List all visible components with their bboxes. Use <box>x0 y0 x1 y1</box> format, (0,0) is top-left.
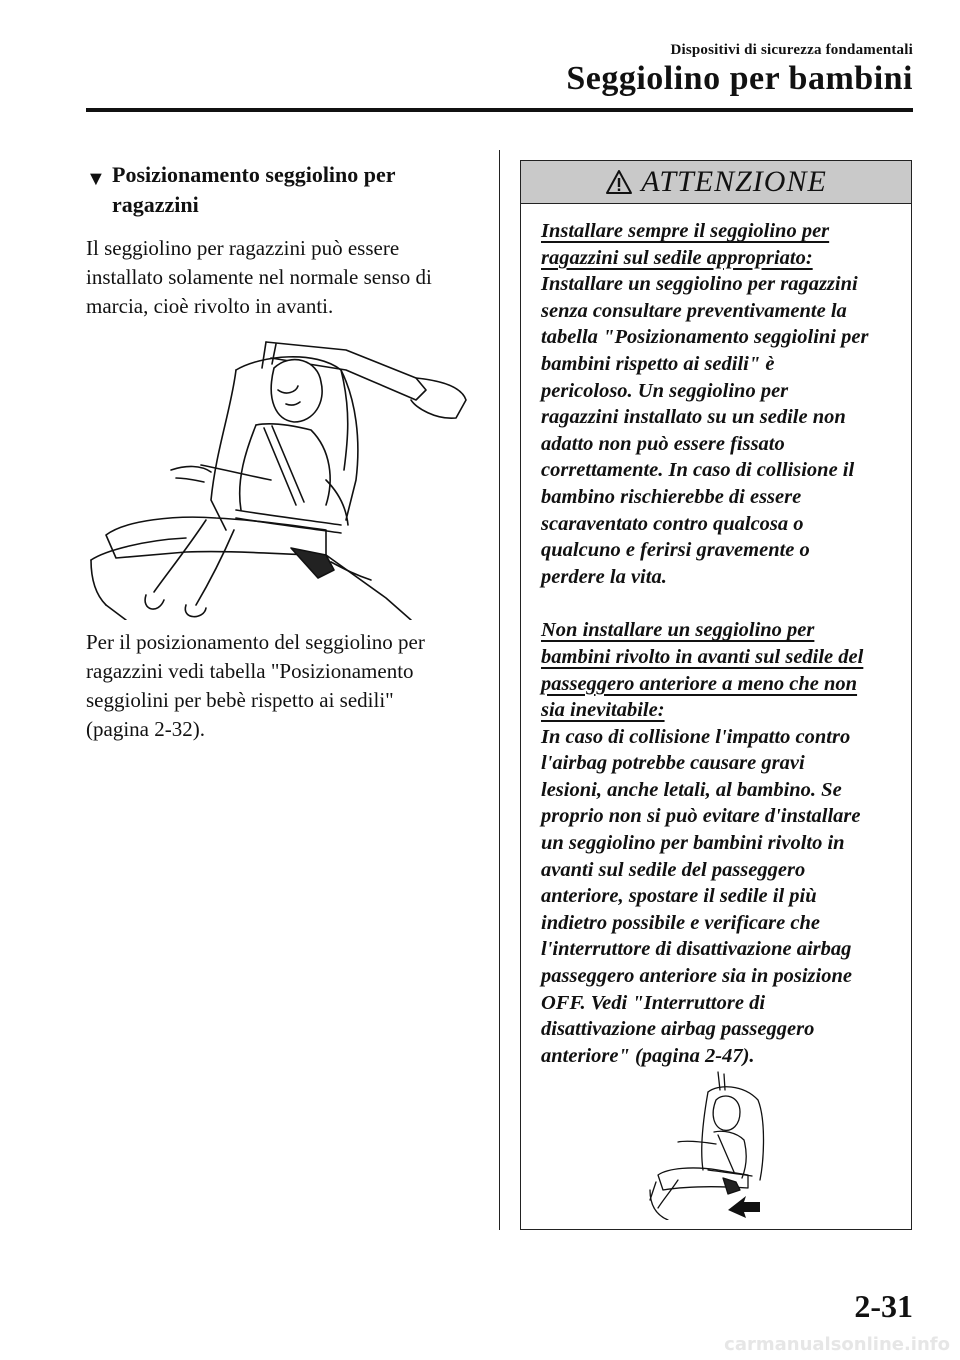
warning-text-2 <box>541 724 899 1070</box>
warning-text-line: l'interruttore di disattivazione airbag <box>541 938 852 961</box>
warning-text-line: OFF. Vedi "Interruttore di <box>541 991 766 1014</box>
paragraph-gap <box>541 590 899 617</box>
section-heading-line: Posizionamento seggiolino per <box>112 162 396 187</box>
warning-text-line: senza consultare preventivamente la <box>541 299 847 322</box>
warning-heading-line: Installare sempre il seggiolino per <box>541 220 830 242</box>
warning-text-line: avanti sul sedile del passeggero <box>541 858 806 881</box>
triangle-down-icon: ▼ <box>86 168 106 190</box>
paragraph-line: (pagina 2-32). <box>86 717 205 741</box>
warning-text-line: disattivazione airbag passeggero <box>541 1018 815 1041</box>
page-number: 2-31 <box>854 1288 913 1324</box>
warning-triangle-icon <box>605 169 633 195</box>
warning-heading-line: Non installare un seggiolino per <box>541 619 815 642</box>
page-title: Seggiolino per bambini <box>566 60 913 97</box>
left-column <box>86 160 486 321</box>
passenger-seat-illustration <box>648 1070 768 1220</box>
warning-heading-line: bambini rivolto in avanti sul sedile del <box>541 645 864 668</box>
section-heading-line: ragazzini <box>112 192 199 217</box>
warning-text-line: adatto non può essere fissato <box>541 432 785 455</box>
section-heading <box>86 160 486 220</box>
booster-seat-illustration <box>86 330 476 620</box>
warning-text-line: qualcuno e ferirsi gravemente o <box>541 539 810 562</box>
column-divider <box>499 150 500 1230</box>
paragraph-line: marcia, cioè rivolto in avanti. <box>86 294 334 318</box>
warning-text-line: correttamente. In caso di collisione il <box>541 459 855 482</box>
warning-text-line: anteriore" (pagina 2-47). <box>541 1044 755 1067</box>
warning-text-line: ragazzini installato su un sedile non <box>541 406 846 429</box>
warning-text-line: un seggiolino per bambini rivolto in <box>541 832 845 855</box>
warning-text-line: pericoloso. Un seggiolino per <box>541 379 789 402</box>
paragraph-line: Per il posizionamento del seggiolino per <box>86 630 425 654</box>
warning-text-line: proprio non si può evitare d'installare <box>541 805 861 828</box>
warning-heading-2 <box>541 617 899 723</box>
warning-text-1 <box>541 271 899 590</box>
paragraph-line: ragazzini vedi tabella "Posizionamento <box>86 659 414 683</box>
warning-text-line: Installare un seggiolino per ragazzini <box>541 273 858 296</box>
warning-heading-line: ragazzini sul sedile appropriato: <box>541 246 813 269</box>
warning-text-line: scaraventato contro qualcosa o <box>541 512 804 535</box>
header-rule <box>86 108 913 112</box>
warning-text-line: In caso di collisione l'impatto contro <box>541 725 851 748</box>
warning-text-line: perdere la vita. <box>541 565 667 588</box>
paragraph-line: Il seggiolino per ragazzini può essere <box>86 236 400 260</box>
warning-header <box>521 161 911 204</box>
warning-text-line: tabella "Posizionamento seggiolini per <box>541 326 869 349</box>
warning-heading-line: sia inevitabile: <box>541 699 665 722</box>
header-section-label: Dispositivi di sicurezza fondamentali <box>670 42 913 58</box>
intro-paragraph <box>86 234 486 321</box>
warning-text-line: anteriore, spostare il sedile il più <box>541 885 817 908</box>
warning-text-line: indietro possibile e verificare che <box>541 911 820 934</box>
paragraph-line: installato solamente nel normale senso di <box>86 265 432 289</box>
paragraph-line: seggiolini per bebè rispetto ai sedili" <box>86 688 394 712</box>
warning-text-line: passeggero anteriore sia in posizione <box>541 965 852 988</box>
warning-title: ATTENZIONE <box>641 165 827 198</box>
footer-watermark: carmanualsonline.info <box>724 1334 950 1355</box>
warning-heading-1 <box>541 218 899 271</box>
warning-text-line: lesioni, anche letali, al bambino. Se <box>541 778 842 801</box>
warning-body <box>521 204 911 1069</box>
warning-text-line: l'airbag potrebbe causare gravi <box>541 752 805 775</box>
warning-heading-line: passeggero anteriore a meno che non <box>541 672 858 695</box>
reference-paragraph <box>86 628 486 744</box>
warning-text-line: bambini rispetto ai sedili" è <box>541 352 775 375</box>
warning-text-line: bambino rischierebbe di essere <box>541 485 802 508</box>
